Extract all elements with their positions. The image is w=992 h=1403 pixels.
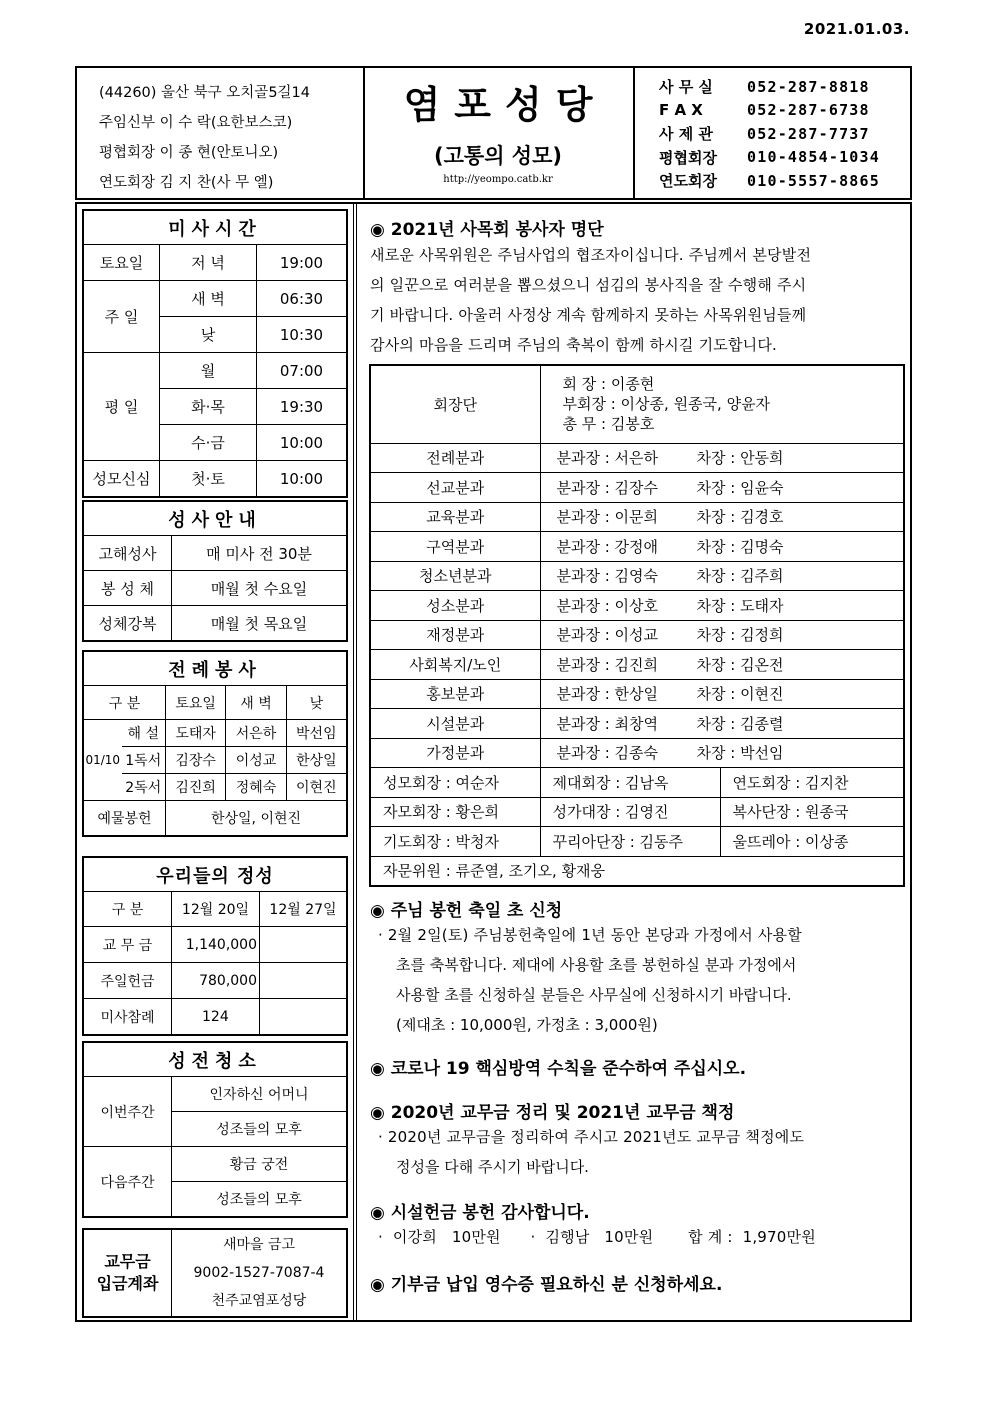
group-row [370, 797, 904, 827]
liturgy-cell: 한상일 [286, 747, 346, 774]
group-leader: 복사단장 : 원종국 [720, 797, 904, 827]
committee-name: 성소분과 [370, 591, 540, 621]
committee-head: 분과장 : 김장수 [556, 478, 659, 497]
committee-name: 사회복지/노인 [370, 650, 540, 680]
group-row [370, 827, 904, 857]
mass-time: 10:00 [257, 461, 347, 497]
sacrament-value: 매월 첫 목요일 [172, 606, 347, 641]
offerings-value: 780,000 [172, 963, 260, 999]
account-holder: 천주교염포성당 [211, 1293, 307, 1309]
committee-vice: 차장 : 안동희 [696, 449, 784, 468]
committee-head: 분과장 : 최창역 [556, 714, 659, 733]
account-box [82, 1228, 348, 1318]
committee-vice: 차장 : 임윤숙 [696, 478, 784, 497]
committee-row [370, 561, 904, 591]
group-leader: 제대회장 : 김남옥 [540, 768, 720, 798]
sacrament-label: 봉 성 체 [84, 571, 172, 606]
column-divider [353, 204, 357, 1320]
contact-label: 평협회장 [659, 148, 717, 167]
council-exec-line: 부회장 : 이상종, 원종국, 양윤자 [562, 395, 771, 414]
notice-line: · 2월 2일(토) 주님봉헌축일에 1년 동안 본당과 가정에서 사용할 [378, 926, 802, 944]
offerings-label: 교 무 금 [84, 927, 172, 963]
memorial-president-line: 연도회장 김 지 찬(사 무 엘) [99, 175, 274, 191]
church-name: 염포성당 [403, 83, 607, 127]
notice-body [374, 1122, 910, 1182]
mass-times-box [82, 209, 348, 498]
notice-body [370, 240, 910, 360]
contact-row [659, 122, 910, 146]
liturgy-cell: 김장수 [166, 747, 226, 774]
notice-title: ◉ 2020년 교무금 정리 및 2021년 교무금 책정 [370, 1103, 735, 1123]
liturgy-role: 1독서 [122, 747, 166, 774]
notice-line: · 이강희 10만원 · 김행남 10만원 합 계 : 1,970만원 [378, 1228, 816, 1246]
notice-body [374, 920, 910, 1040]
committee-head: 분과장 : 이문희 [556, 508, 659, 527]
committee-head: 분과장 : 김종숙 [556, 744, 659, 763]
notice-line: (제대초 : 10,000원, 가정초 : 3,000원) [396, 1016, 658, 1034]
mass-name: 저 녁 [160, 245, 257, 281]
advisors-row [370, 856, 904, 886]
offering-value: 한상일, 이현진 [166, 801, 347, 836]
committee-row [370, 709, 904, 739]
offerings-title: 우리들의 정성 [84, 858, 347, 892]
mass-name: 수·금 [160, 425, 257, 461]
sacrament-title: 성사안내 [84, 502, 347, 536]
account-label [84, 1230, 172, 1317]
group-leader: 자모회장 : 황은희 [370, 797, 540, 827]
notice-title: ◉ 시설헌금 봉헌 감사합니다. [370, 1203, 590, 1223]
mass-day: 주 일 [84, 281, 160, 353]
contact-label: F A X [659, 101, 703, 120]
council-exec-label: 회장단 [370, 365, 540, 443]
group-leader: 기도회장 : 박청자 [370, 827, 540, 857]
group-leader: 연도회장 : 김지찬 [720, 768, 904, 798]
council-exec-line: 회 장 : 이종현 [562, 375, 655, 394]
offerings-head: 구 분 [84, 892, 172, 927]
notice-line: 정성을 다해 주시기 바랍니다. [396, 1158, 589, 1176]
liturgy-cell: 정혜숙 [226, 774, 286, 801]
liturgy-cell: 박선임 [286, 720, 346, 747]
council-president-line: 평협회장 이 종 현(안토니오) [99, 145, 279, 161]
mass-time: 19:00 [257, 245, 347, 281]
account-bank: 새마을 금고 [222, 1237, 296, 1253]
contact-number: 052-287-6738 [747, 101, 870, 120]
notice-line: 감사의 마음을 드리며 주님의 축복이 함께 하시길 기도합니다. [370, 336, 777, 354]
liturgy-head: 구 분 [84, 686, 166, 720]
committee-row [370, 738, 904, 768]
contact-row [659, 169, 910, 193]
cleaning-item: 인자하신 어머니 [172, 1077, 347, 1112]
committee-head: 분과장 : 강정애 [556, 537, 659, 556]
cleaning-week: 다음주간 [84, 1147, 172, 1217]
committee-row [370, 650, 904, 680]
liturgy-head: 새 벽 [226, 686, 286, 720]
sacrament-label: 성체강복 [84, 606, 172, 641]
liturgy-cell: 이현진 [286, 774, 346, 801]
committee-name: 구역분과 [370, 532, 540, 562]
account-label-line: 입금계좌 [96, 1274, 159, 1293]
mass-day: 토요일 [84, 245, 160, 281]
contact-label: 사 무 실 [659, 78, 713, 97]
offerings-head: 12월 20일 [172, 892, 260, 927]
mass-time: 10:30 [257, 317, 347, 353]
account-label-line: 교무금 [104, 1252, 151, 1271]
notice-line: 기 바랍니다. 아울러 사정상 계속 함께하지 못하는 사목위원님들께 [370, 306, 807, 324]
committee-vice: 차장 : 김경호 [696, 508, 784, 527]
contact-row [659, 99, 910, 123]
committee-head: 분과장 : 김진희 [556, 655, 659, 674]
committee-head: 분과장 : 서은하 [556, 449, 659, 468]
group-leader: 꾸리아단장 : 김동주 [540, 827, 720, 857]
offerings-value [260, 999, 347, 1035]
liturgy-date: 01/10 [84, 720, 122, 801]
committee-name: 가정분과 [370, 738, 540, 768]
liturgy-head: 낮 [286, 686, 346, 720]
mass-day: 평 일 [84, 353, 160, 461]
liturgy-title: 전례봉사 [84, 652, 347, 686]
offerings-label: 주일헌금 [84, 963, 172, 999]
pastor-line: 주임신부 이 수 락(요한보스코) [99, 115, 293, 131]
group-leader: 울뜨레아 : 이상종 [720, 827, 904, 857]
committee-vice: 차장 : 이현진 [696, 685, 784, 704]
contact-number: 010-5557-8865 [747, 171, 880, 190]
offerings-box [82, 856, 348, 1036]
mass-day: 성모신심 [84, 461, 160, 497]
offering-label: 예물봉헌 [84, 801, 166, 836]
offerings-head: 12월 27일 [260, 892, 347, 927]
contact-label: 사 제 관 [659, 125, 713, 144]
cleaning-item: 성조들의 모후 [172, 1182, 347, 1217]
notice-line: 초를 축복합니다. 제대에 사용할 초를 봉헌하실 분과 가정에서 [396, 956, 797, 974]
notice-line: 사용할 초를 신청하실 분들은 사무실에 신청하시기 바랍니다. [396, 986, 792, 1004]
committee-row [370, 473, 904, 503]
mass-name: 화·목 [160, 389, 257, 425]
committee-name: 청소년분과 [370, 561, 540, 591]
cleaning-item: 성조들의 모후 [172, 1112, 347, 1147]
committee-head: 분과장 : 김영숙 [556, 567, 659, 586]
advisors: 자문위원 : 류준열, 조기오, 황재웅 [370, 856, 904, 886]
sacrament-box [82, 500, 348, 642]
account-info [172, 1230, 347, 1317]
committee-name: 전례분과 [370, 443, 540, 473]
offerings-value [260, 927, 347, 963]
contact-number: 010-4854-1034 [747, 148, 880, 167]
group-leader: 성모회장 : 여순자 [370, 768, 540, 798]
offerings-label: 미사참례 [84, 999, 172, 1035]
cleaning-title: 성전청소 [84, 1043, 347, 1077]
mass-time: 06:30 [257, 281, 347, 317]
committee-vice: 차장 : 박선임 [696, 744, 784, 763]
bulletin-header [75, 66, 912, 200]
issue-date: 2021.01.03. [803, 20, 910, 38]
committee-vice: 차장 : 도태자 [696, 596, 784, 615]
notice-title: ◉ 코로나 19 핵심방역 수칙을 준수하여 주십시오. [370, 1059, 747, 1079]
committee-head: 분과장 : 이상호 [556, 596, 659, 615]
committee-vice: 차장 : 김종렬 [696, 714, 784, 733]
notice-line: 새로운 사목위원은 주님사업의 협조자이십니다. 주님께서 본당발전 [370, 246, 812, 264]
mass-name: 첫·토 [160, 461, 257, 497]
liturgy-box [82, 650, 348, 837]
contact-list [633, 68, 910, 198]
contact-number: 052-287-7737 [747, 124, 870, 143]
sacrament-value: 매 미사 전 30분 [172, 536, 347, 571]
address-line: (44260) 울산 북구 오치골5길14 [99, 85, 310, 101]
church-title-block [367, 68, 629, 198]
liturgy-cell: 도태자 [166, 720, 226, 747]
committee-vice: 차장 : 김정희 [696, 626, 784, 645]
notice-line: · 2020년 교무금을 정리하여 주시고 2021년도 교무금 책정에도 [378, 1128, 805, 1146]
mass-name: 낮 [160, 317, 257, 353]
church-subtitle: (고통의 성모) [434, 144, 562, 168]
contact-number: 052-287-8818 [747, 77, 870, 96]
committee-name: 시설분과 [370, 709, 540, 739]
committee-row [370, 443, 904, 473]
committee-name: 재정분과 [370, 620, 540, 650]
council-exec-list [540, 365, 904, 443]
parish-info [77, 68, 365, 198]
mass-name: 새 벽 [160, 281, 257, 317]
liturgy-head: 토요일 [166, 686, 226, 720]
offerings-value: 1,140,000 [172, 927, 260, 963]
committee-vice: 차장 : 김주희 [696, 567, 784, 586]
mass-name: 월 [160, 353, 257, 389]
notice-title: ◉ 기부금 납입 영수증 필요하신 분 신청하세요. [370, 1275, 723, 1295]
offerings-value [260, 963, 347, 999]
committee-name: 홍보분과 [370, 679, 540, 709]
committee-vice: 차장 : 김명숙 [696, 537, 784, 556]
committee-row [370, 679, 904, 709]
offerings-value: 124 [172, 999, 260, 1035]
committee-head: 분과장 : 이성교 [556, 626, 659, 645]
sacrament-label: 고해성사 [84, 536, 172, 571]
church-url[interactable]: http://yeompo.catb.kr [443, 174, 553, 185]
committee-name: 선교분과 [370, 473, 540, 503]
liturgy-cell: 김진희 [166, 774, 226, 801]
liturgy-cell: 서은하 [226, 720, 286, 747]
sacrament-value: 매월 첫 수요일 [172, 571, 347, 606]
group-row [370, 768, 904, 798]
committee-row [370, 502, 904, 532]
committee-head: 분과장 : 한상일 [556, 685, 659, 704]
mass-time: 07:00 [257, 353, 347, 389]
contact-row [659, 146, 910, 170]
contact-label: 연도회장 [659, 172, 717, 191]
account-number: 9002-1527-7087-4 [193, 1265, 325, 1281]
committee-row [370, 591, 904, 621]
notice-title: ◉ 주님 봉헌 축일 초 신청 [370, 901, 563, 921]
committee-row [370, 532, 904, 562]
committee-vice: 차장 : 김온전 [696, 655, 784, 674]
cleaning-box [82, 1041, 348, 1218]
mass-time: 19:30 [257, 389, 347, 425]
notice-line: 의 일꾼으로 여러분을 뽑으셨으니 섬김의 봉사직을 잘 수행해 주시 [370, 276, 807, 294]
liturgy-cell: 이성교 [226, 747, 286, 774]
liturgy-role: 2독서 [122, 774, 166, 801]
mass-times-title: 미사시간 [84, 211, 347, 245]
council-exec-line: 총 무 : 김봉호 [562, 415, 655, 434]
bulletin-body [75, 202, 912, 1322]
cleaning-item: 황금 궁전 [172, 1147, 347, 1182]
cleaning-week: 이번주간 [84, 1077, 172, 1147]
council-table [369, 364, 905, 887]
contact-row [659, 75, 910, 99]
notice-title: ◉ 2021년 사목회 봉사자 명단 [370, 220, 604, 240]
mass-time: 10:00 [257, 425, 347, 461]
group-leader: 성가대장 : 김영진 [540, 797, 720, 827]
liturgy-role: 해 설 [122, 720, 166, 747]
committee-row [370, 620, 904, 650]
committee-name: 교육분과 [370, 502, 540, 532]
